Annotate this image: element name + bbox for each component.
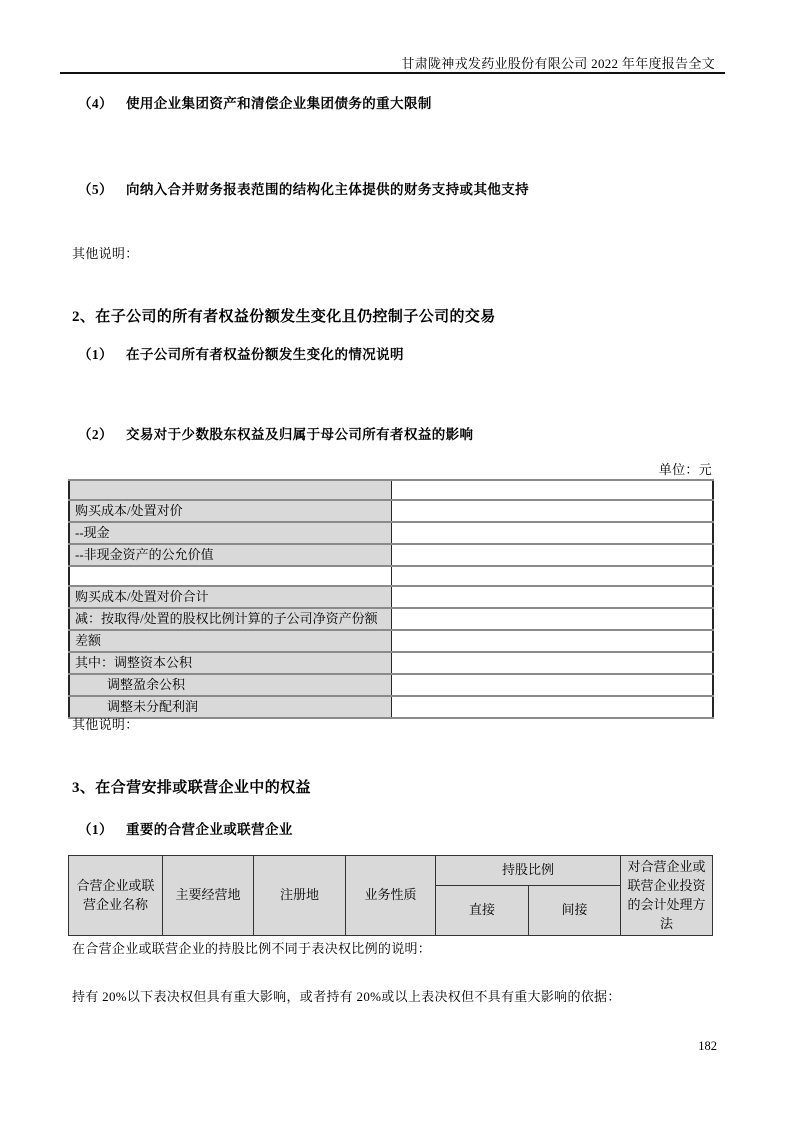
subsection-heading-2-1	[78, 343, 404, 363]
shareholding-note: 在合营企业或联营企业的持股比例不同于表决权比例的说明：	[72, 941, 432, 956]
section-heading-5-title: 向纳入合并财务报表范围的结构化主体提供的财务支持或其他支持	[125, 182, 530, 197]
subsection-heading-2-2-title: 交易对于少数股东权益及归属于母公司所有者权益的影响	[125, 427, 474, 442]
section-heading-4-number: （4）	[78, 96, 113, 111]
row-label-cell	[69, 566, 391, 586]
row-value-cell	[391, 696, 713, 718]
col-header-direct: 直接	[436, 885, 529, 936]
section-heading-5	[78, 178, 529, 198]
voting-rights-note: 持有 20%以下表决权但具有重大影响，或者持有 20%或以上表决权但不具有重大影响的依据：	[72, 989, 621, 1004]
section-heading-4-title: 使用企业集团资产和清偿企业集团债务的重大限制	[125, 96, 432, 111]
col-header-indirect: 间接	[529, 885, 621, 936]
table-row	[69, 674, 713, 696]
col-header-registered-place: 注册地	[254, 856, 346, 936]
col-header-venture-name: 合营企业或联营企业名称	[69, 856, 163, 936]
unit-label: 单位：元	[658, 462, 712, 477]
row-value-cell	[391, 674, 713, 696]
row-value-cell	[391, 480, 713, 500]
section-heading-4	[78, 92, 432, 112]
row-label-cell: 差额	[69, 630, 391, 652]
row-label-cell: 其中：调整资本公积	[69, 652, 391, 674]
row-label-cell: 购买成本/处置对价合计	[69, 586, 391, 608]
row-label-cell: 减：按取得/处置的股权比例计算的子公司净资产份额	[69, 608, 391, 630]
table-row	[69, 566, 713, 586]
chapter-heading-2: 2、在子公司的所有者权益份额发生变化且仍控制子公司的交易	[72, 309, 496, 325]
row-label-cell: --非现金资产的公允价值	[69, 544, 391, 566]
table-row	[69, 500, 713, 522]
col-header-operating-place: 主要经营地	[163, 856, 254, 936]
row-value-cell	[391, 500, 713, 522]
row-label-cell: 购买成本/处置对价	[69, 500, 391, 522]
other-note-2: 其他说明：	[72, 717, 139, 732]
subsection-heading-2-2	[78, 423, 473, 443]
page-number: 182	[698, 1039, 717, 1053]
table-row	[69, 522, 713, 544]
subsection-heading-3-1	[78, 818, 293, 838]
row-label-cell: 调整未分配利润	[69, 696, 391, 718]
col-header-shareholding-ratio: 持股比例	[436, 856, 621, 886]
row-value-cell	[391, 586, 713, 608]
col-header-business-nature: 业务性质	[346, 856, 436, 936]
row-value-cell	[391, 608, 713, 630]
subsection-heading-3-1-number: （1）	[78, 822, 113, 837]
row-label-cell	[69, 480, 391, 500]
equity-transaction-impact-table	[68, 479, 714, 719]
table-header-row	[69, 856, 713, 886]
subsection-heading-2-2-number: （2）	[78, 427, 113, 442]
subsection-heading-2-1-title: 在子公司所有者权益份额发生变化的情况说明	[125, 347, 404, 362]
table-row	[69, 480, 713, 500]
page-header-title: 甘肃陇神戎发药业股份有限公司 2022 年年度报告全文	[401, 56, 715, 71]
row-value-cell	[391, 566, 713, 586]
col-header-accounting-method: 对合营企业或联营企业投资的会计处理方法	[621, 856, 713, 936]
row-label-cell: --现金	[69, 522, 391, 544]
header-rule	[60, 72, 725, 74]
table-row	[69, 696, 713, 718]
other-note-1: 其他说明：	[72, 246, 139, 261]
subsection-heading-3-1-title: 重要的合营企业或联营企业	[125, 822, 293, 837]
row-value-cell	[391, 544, 713, 566]
subsection-heading-2-1-number: （1）	[78, 347, 113, 362]
table-row	[69, 652, 713, 674]
row-label-cell: 调整盈余公积	[69, 674, 391, 696]
row-value-cell	[391, 522, 713, 544]
row-value-cell	[391, 630, 713, 652]
table-row	[69, 544, 713, 566]
joint-venture-table	[68, 855, 713, 936]
table-row	[69, 630, 713, 652]
table-row	[69, 608, 713, 630]
section-heading-5-number: （5）	[78, 182, 113, 197]
table-row	[69, 586, 713, 608]
chapter-heading-3: 3、在合营安排或联营企业中的权益	[72, 780, 311, 796]
row-value-cell	[391, 652, 713, 674]
